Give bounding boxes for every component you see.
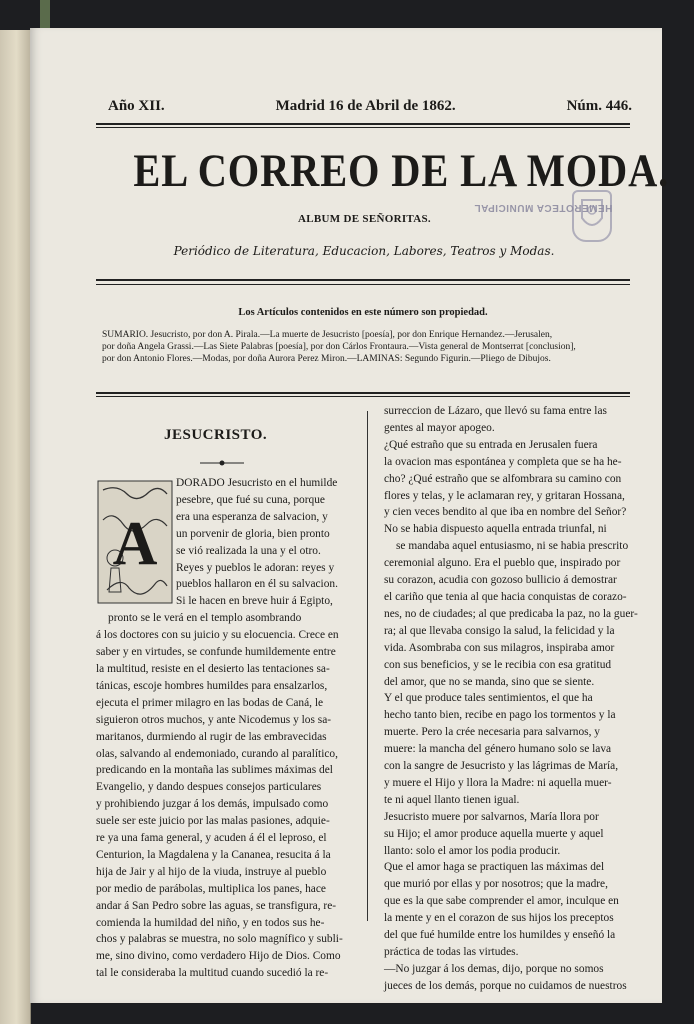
book-spine [0, 30, 31, 1024]
text-line: se mandaba aquel entusiasmo, ni se habia prescrito [396, 540, 629, 553]
text-line: saber y en virtudes, se confunde humildemente entre [96, 646, 336, 659]
text-line: jueces de los demás, porque no cuidamos de nuestros [384, 979, 627, 992]
text-line: nes, no de ciudades; al que predicaba la paz, no la guer- [384, 607, 638, 620]
text-line: te ni aquel llanto tienen igual. [384, 793, 520, 806]
summary-line: por don Antonio Flores.—Modas, por doña Aurora Perez Miron.—LAMINAS: Segundo Figurin.—Pliego de Dibujos. [102, 354, 551, 364]
stamp-text: HEMEROTECA MUNICIPAL [474, 202, 613, 213]
text-line: suele ser este juicio por las malas pasiones, adquie- [96, 815, 330, 828]
text-line: No se habia dispuesto aquella entrada triunfal, ni [384, 523, 607, 536]
summary-block [102, 329, 632, 365]
text-line: por medio de parábolas, multiplica los panes, hace [96, 882, 326, 895]
text-line: —No juzgar á los demas, dijo, porque no somos [384, 962, 604, 975]
issue-header [108, 98, 632, 115]
text-line: Jesucristo muere por salvarnos, María llora por [384, 810, 599, 823]
text-line: era una esperanza de salvacion, y [176, 510, 328, 523]
text-line: chos y palabras se muestra, no solo magnífico y subli- [96, 933, 343, 946]
left-column [96, 475, 352, 982]
text-line: Evangelio, y dando despues consejos particulares [96, 781, 322, 794]
text-line: tal le consideraba la multitud cuando sucedió la re- [96, 967, 329, 980]
header-rule-bottom [96, 127, 630, 128]
text-line: tánicas, escoje hombres humildes para ensalzarlos, [96, 679, 328, 692]
text-line: olas, salvando al endemoniado, curando al paralítico, [96, 747, 338, 760]
summary-rule-bottom [96, 396, 630, 397]
summary-line: SUMARIO. Jesucristo, por don A. Pirala.—La muerte de Jesucristo [poesía], por don Enrique Hernandez.—Jerusalen, [102, 330, 553, 340]
issue-year: Año XII. [108, 98, 165, 114]
text-line: del amor, que no se manda, sino que se siente. [384, 675, 595, 688]
text-line: ra; al que llevaba consigo la salud, la felicidad y la [384, 624, 615, 637]
text-line: hecho tanto bien, recibe en pago los tormentos y la [384, 709, 616, 722]
text-line: me, sino divino, como verdadero Hijo de Dios. Como [96, 950, 341, 963]
summary-line: por doña Angela Grassi.—Las Siete Palabras [poesía], por don Cárlos Frontaura.—Vista general de Montserrat [conclusion], [102, 342, 576, 352]
text-line: práctica de todas las virtudes. [384, 946, 519, 958]
text-line: cho? ¿Qué estraño que se alfombrara su camino con [384, 472, 622, 485]
text-line: con sus beneficios, y se le recibia con esa gratitud [384, 658, 612, 671]
text-line: y prohibiendo juzgar á los demás, impulsado como [96, 798, 329, 811]
text-line: Y el que produce tales sentimientos, el que ha [384, 692, 593, 705]
article-title: JESUCRISTO. [164, 427, 268, 443]
text-line: Que el amor haga se practiquen las máximas del [384, 861, 605, 874]
summary-rule-top [96, 392, 630, 394]
masthead-title: EL CORREO DE LA MODA. [133, 145, 670, 197]
text-line: á los doctores con su juicio y su elocuencia. Crece en [96, 629, 339, 642]
text-line: re ya una fama general, y acuden á él el leproso, el [96, 832, 327, 845]
text-line: predicando en la montaña las sublimes máximas del [96, 764, 333, 777]
text-line: que es la que sabe comprender el amor, inculque en [384, 895, 619, 908]
text-line: con la sangre de Jesucristo y las lágrimas de María, [384, 760, 619, 773]
masthead-rule-top [96, 279, 630, 281]
text-line: Si le hacen en breve huir á Egipto, [176, 595, 333, 608]
text-line: pronto se le verá en el templo asombrando [108, 612, 302, 625]
text-line: vida. Asombraba con sus milagros, inspiraba amor [384, 641, 615, 654]
text-line: pueblos hallaron en él su salvacion. [176, 578, 338, 591]
column-divider [367, 411, 368, 921]
text-line: hija de Jair y al hijo de la viuda, instruye al pueblo [96, 865, 327, 878]
text-line: surreccion de Lázaro, que llevó su fama entre las [384, 405, 607, 417]
text-line: flores y telas, y le aclamaran rey, y gritaran Hossana, [384, 489, 625, 502]
text-line: llanto: solo el amor los podia producir. [384, 844, 561, 857]
property-notice: Los Artículos contenidos en este número son propiedad. [238, 307, 488, 318]
text-line: y muere el Hijo y llora la Madre: ni aquella muer- [384, 776, 612, 789]
initial-letter: A [112, 510, 158, 578]
text-line: maritanos, durmiendo al rugir de las embravecidas [96, 730, 327, 743]
library-stamp [466, 188, 616, 244]
text-line: pesebre, que fué su cuna, porque [176, 493, 325, 506]
header-rule-top [96, 123, 630, 125]
text-line: la ovacion mas espontánea y completa que se ha he- [384, 455, 622, 468]
masthead-rule-bottom [96, 284, 630, 285]
issue-number: Núm. 446. [566, 98, 632, 114]
text-line: y cien veces bendito al que iba en nombre del Señor? [384, 506, 627, 519]
newspaper-page [30, 28, 670, 1003]
text-line: del que fué humilde entre los humildes y enseñó la [384, 929, 616, 942]
text-line: ¿Qué estraño que su entrada en Jerusalen fuera [384, 438, 598, 451]
text-line: muere: la mancha del género humano solo se lava [384, 743, 612, 756]
text-line: su corazon, acudia con gozoso bullicio á demostrar [384, 574, 617, 587]
text-line: la mente y en el corazon de sus hijos los preceptos [384, 912, 614, 925]
spine-bookmark [40, 0, 50, 28]
title-ornament-icon [200, 452, 244, 460]
text-line: muerte. Pero la crée necesaria para salvarnos, y [384, 726, 600, 739]
masthead-tagline: Periódico de Literatura, Educacion, Labores, Teatros y Modas. [173, 244, 555, 258]
text-line: andar á San Pedro sobre las aguas, se transfigura, re- [96, 899, 337, 912]
text-line: Reyes y pueblos le adoran: reyes y [176, 561, 335, 574]
text-line: DORADO Jesucristo en el humilde [176, 477, 338, 489]
text-line: el cariño que tenia al que hacia conquistas de corazo- [384, 590, 627, 603]
text-line: ejecuta el primer milagro en las bodas de Caná, le [96, 696, 324, 709]
text-line: un porvenir de gloria, bien pronto [176, 527, 330, 540]
text-line: gentes al mayor apogeo. [384, 421, 495, 434]
stamp-seal-icon [572, 190, 612, 242]
text-line: que murió por ellas y por nosotros; que la madre, [384, 878, 608, 891]
text-line: ceremonial alguno. Era el pueblo que, inspirado por [384, 557, 621, 570]
masthead-subtitle: ALBUM DE SEÑORITAS. [298, 213, 431, 225]
text-line: la multitud, resiste en el desierto las tentaciones sa- [96, 662, 330, 675]
text-line: comienda la humildad del niño, y en todos sus he- [96, 916, 325, 929]
text-line: se vió realizada la una y el otro. [176, 544, 321, 557]
text-line: su Hijo; el amor produce aquella muerte y aquel [384, 827, 604, 840]
text-line: siguieron otros muchos, y ante Nicodemus y los sa- [96, 713, 332, 726]
issue-date: Madrid 16 de Abril de 1862. [275, 98, 456, 114]
right-column [384, 403, 636, 995]
text-line: Centurion, la Magdalena y la Cananea, resucita á la [96, 848, 331, 861]
